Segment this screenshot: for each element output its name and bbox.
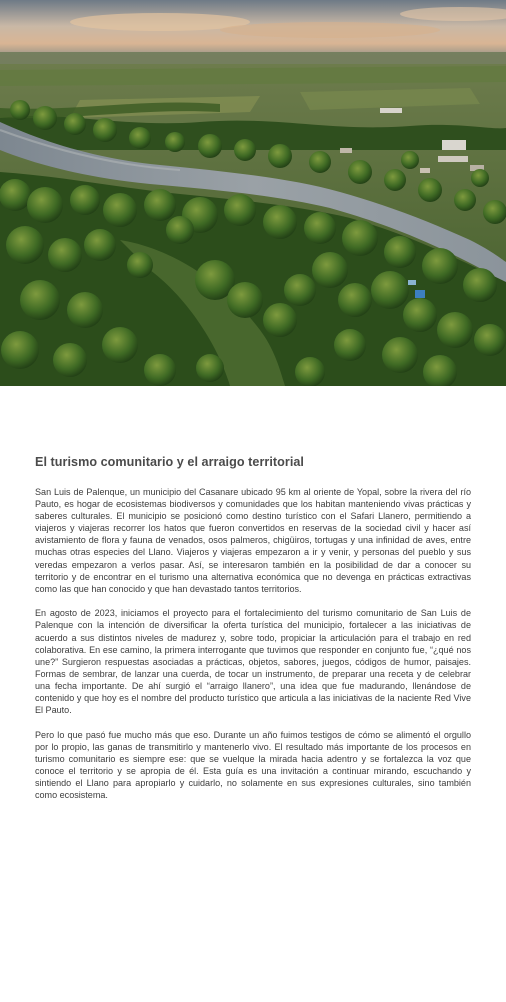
- aerial-landscape-photo: [0, 0, 506, 386]
- article-paragraph: Pero lo que pasó fue mucho más que eso. Durante un año fuimos testigos de cómo se alimentó el orgullo por lo propio, las ganas de transmitirlo y mantenerlo vivo. El resultado más importante de los procesos en turismo comunitario es siempre ese: que se vuelque la mirada hacia adentro y se fortalezca la voz que conoce el territorio y se apropia de él. Esta guía es una invitación a continuar mirando, escuchando y sintiendo el Llano para apropiarlo y cuidarlo, no solamente en sus expresiones culturales, sino también como ecosistema.: [35, 729, 471, 801]
- article-paragraph: San Luis de Palenque, un municipio del Casanare ubicado 95 km al oriente de Yopal, sobre la rivera del río Pauto, es hogar de ecosistemas biodiversos y comunidades que los habitan manteniendo vivas prácticas y saberes culturales. El municipio se posicionó como destino turístico con el Safari Llanero, permitiendo a viajeros y viajeras recorrer los hatos que fueron convertidos en reservas de la sociedad civil y hacer así avistamiento de flora y fauna de venados, osos palmeros, chigüiros, tortugas y una infinidad de aves, entre muchas otras especies del Llano. Viajeros y viajeras empezaron a ir y venir, y personas del pueblo y sus veredas empezaron a verlos pasar. Así, se interesaron también en la posibilidad de dar a conocer su territorio y de encontrar en el turismo una alternativa económica que no devenga en prácticas extractivas como las que han conocido y que han devastado tantos territorios.: [35, 487, 471, 594]
- aerial-landscape-illustration: [0, 0, 506, 386]
- article-paragraph: En agosto de 2023, iniciamos el proyecto para el fortalecimiento del turismo comunitario de San Luis de Palenque con la intención de diversificar la oferta turística del municipio, fortalecer a las iniciativas de acuerdo a sus distintos niveles de madurez y, sobre todo, propiciar la articulación para el trabajo en red colaborativa. En ese camino, la primera interrogante que tuvimos que responder en conjunto fue, “¿qué nos une?” Surgieron respuestas asociadas a prácticas, objetos, sabores, juegos, códigos de humor, paisajes. Formas de sembrar, de lanzar una cuerda, de tocar un instrumento, de preparar una receta y de celebrar una fecha importante. De ahí surgió el “arraigo llanero”, una idea que fue madurando, llenándose de contenido y que hoy es el nombre del producto turístico que articula a las iniciativas de la naciente Red Vive El Pauto.: [35, 608, 471, 716]
- article-title: El turismo comunitario y el arraigo territorial: [35, 455, 304, 469]
- article: [35, 455, 471, 814]
